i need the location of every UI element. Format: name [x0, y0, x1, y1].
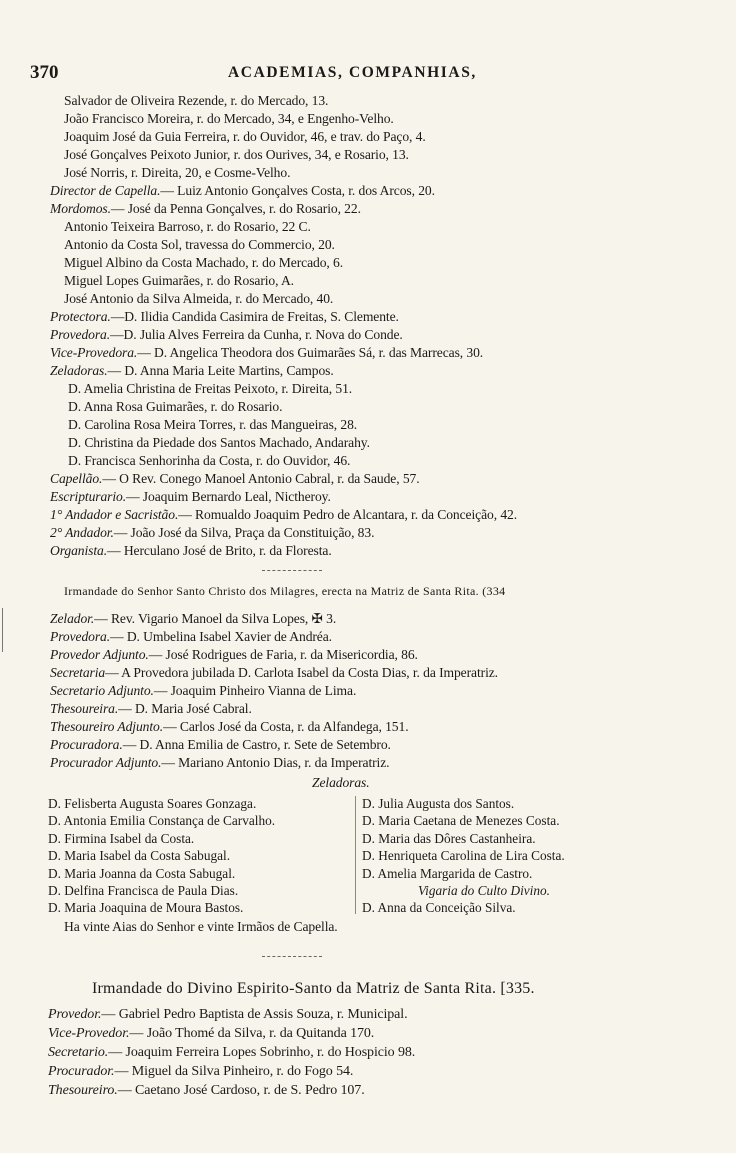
entry-line: Provedor.— Gabriel Pedro Baptista de Assis Souza, r. Municipal.: [48, 1007, 408, 1022]
list-item: Vigaria do Culto Divino.: [418, 883, 550, 899]
zeladoras-left-column: [48, 795, 275, 917]
list-item: D. Antonia Emilia Constança de Carvalho.: [48, 813, 276, 829]
entry-line: Secretario Adjunto.— Joaquim Pinheiro Vianna de Lima.: [50, 683, 357, 698]
entry-line: Procurador Adjunto.— Mariano Antonio Dias, r. da Imperatriz.: [50, 755, 390, 770]
entry-line: 1° Andador e Sacristão.— Romualdo Joaquim Pedro de Alcantara, r. da Conceição, 42.: [50, 507, 518, 522]
entry-line: Antonio Teixeira Barroso, r. do Rosario, 22 C.: [64, 219, 311, 234]
entry-line: D. Anna Rosa Guimarães, r. do Rosario.: [68, 399, 283, 414]
section-divider: [262, 956, 322, 957]
section-2-footer: Ha vinte Aias do Senhor e vinte Irmãos de Capella.: [64, 919, 338, 934]
list-item: D. Firmina Isabel da Costa.: [48, 830, 195, 846]
entry-line: Protectora.—D. Ilidia Candida Casimira de Freitas, S. Clemente.: [50, 309, 399, 324]
entry-line: José Antonio da Silva Almeida, r. do Mercado, 40.: [64, 291, 334, 306]
entry-line: Zeladoras.— D. Anna Maria Leite Martins, Campos.: [50, 363, 334, 378]
list-item: D. Maria Joanna da Costa Sabugal.: [48, 865, 236, 881]
entry-line: D. Carolina Rosa Meira Torres, r. das Mangueiras, 28.: [68, 417, 358, 432]
list-item: D. Henriqueta Carolina de Lira Costa.: [362, 848, 565, 864]
entry-line: Thesoureiro.— Caetano José Cardoso, r. de S. Pedro 107.: [48, 1083, 365, 1098]
entry-line: José Gonçalves Peixoto Junior, r. dos Ourives, 34, e Rosario, 13.: [64, 147, 409, 162]
entry-line: José Norris, r. Direita, 20, e Cosme-Velho.: [64, 165, 291, 180]
entry-line: Miguel Lopes Guimarães, r. do Rosario, A.: [64, 273, 294, 288]
zeladoras-right-column: [362, 795, 565, 917]
zeladoras-title: Zeladoras.: [312, 775, 370, 790]
section-2-heading: Irmandade do Senhor Santo Christo dos Milagres, erecta na Matriz de Santa Rita. (334: [64, 584, 506, 598]
margin-mark: [2, 608, 3, 652]
entry-line: Miguel Albino da Costa Machado, r. do Mercado, 6.: [64, 255, 344, 270]
entry-line: Capellão.— O Rev. Conego Manoel Antonio Cabral, r. da Saude, 57.: [50, 471, 420, 486]
entry-line: Procurador.— Miguel da Silva Pinheiro, r. do Fogo 54.: [48, 1064, 354, 1079]
entry-line: Secretario.— Joaquim Ferreira Lopes Sobrinho, r. do Hospicio 98.: [48, 1045, 416, 1060]
list-item: D. Maria das Dôres Castanheira.: [362, 830, 536, 846]
entry-line: Joaquim José da Guia Ferreira, r. do Ouvidor, 46, e trav. do Paço, 4.: [64, 129, 426, 144]
section-3-heading: Irmandade do Divino Espirito-Santo da Matriz de Santa Rita. [335.: [92, 980, 535, 997]
entry-line: Vice-Provedor.— João Thomé da Silva, r. da Quitanda 170.: [48, 1026, 375, 1041]
entry-line: Director de Capella.— Luiz Antonio Gonçalves Costa, r. dos Arcos, 20.: [50, 183, 435, 198]
column-separator: [355, 796, 357, 914]
list-item: D. Julia Augusta dos Santos.: [362, 796, 515, 811]
entry-line: Provedora.— D. Umbelina Isabel Xavier de Andréa.: [50, 629, 332, 644]
entry-line: D. Christina da Piedade dos Santos Machado, Andarahy.: [68, 435, 370, 450]
entry-line: Zelador.— Rev. Vigario Manoel da Silva Lopes, ✠ 3.: [50, 611, 337, 626]
entry-line: Thesoureira.— D. Maria José Cabral.: [50, 701, 252, 716]
list-item: D. Maria Isabel da Costa Sabugal.: [48, 848, 231, 864]
entry-line: Thesoureiro Adjunto.— Carlos José da Costa, r. da Alfandega, 151.: [50, 719, 409, 734]
entry-line: Antonio da Costa Sol, travessa do Commercio, 20.: [64, 237, 335, 252]
list-item: D. Delfina Francisca de Paula Dias.: [48, 883, 239, 899]
entry-line: Mordomos.— José da Penna Gonçalves, r. do Rosario, 22.: [50, 201, 361, 216]
entry-line: Escripturario.— Joaquim Bernardo Leal, Nictheroy.: [50, 489, 331, 504]
list-item: D. Maria Joaquina de Moura Bastos.: [48, 900, 244, 916]
entry-line: Provedor Adjunto.— José Rodrigues de Faria, r. da Misericordia, 86.: [50, 647, 418, 662]
list-item: D. Maria Caetana de Menezes Costa.: [362, 813, 560, 829]
list-item: D. Anna da Conceição Silva.: [362, 900, 516, 916]
entry-line: Organista.— Herculano José de Brito, r. da Floresta.: [50, 543, 332, 558]
running-title: ACADEMIAS, COMPANHIAS,: [228, 64, 477, 81]
entry-line: D. Francisca Senhorinha da Costa, r. do Ouvidor, 46.: [68, 453, 351, 468]
entry-line: João Francisco Moreira, r. do Mercado, 34, e Engenho-Velho.: [64, 111, 394, 126]
entry-line: Salvador de Oliveira Rezende, r. do Mercado, 13.: [64, 93, 329, 108]
entry-line: Procuradora.— D. Anna Emilia de Castro, r. Sete de Setembro.: [50, 737, 391, 752]
page-number: 370: [30, 62, 59, 83]
list-item: D. Amelia Margarida de Castro.: [362, 865, 533, 881]
entry-line: 2° Andador.— João José da Silva, Praça da Constituição, 83.: [50, 525, 375, 540]
entry-line: Vice-Provedora.— D. Angelica Theodora dos Guimarães Sá, r. das Marrecas, 30.: [50, 345, 484, 360]
section-divider: [262, 570, 322, 571]
entry-line: D. Amelia Christina de Freitas Peixoto, r. Direita, 51.: [68, 381, 353, 396]
entry-line: Secretaria— A Provedora jubilada D. Carlota Isabel da Costa Dias, r. da Imperatriz.: [50, 665, 498, 680]
list-item: D. Felisberta Augusta Soares Gonzaga.: [48, 796, 257, 811]
entry-line: Provedora.—D. Julia Alves Ferreira da Cunha, r. Nova do Conde.: [50, 327, 403, 342]
